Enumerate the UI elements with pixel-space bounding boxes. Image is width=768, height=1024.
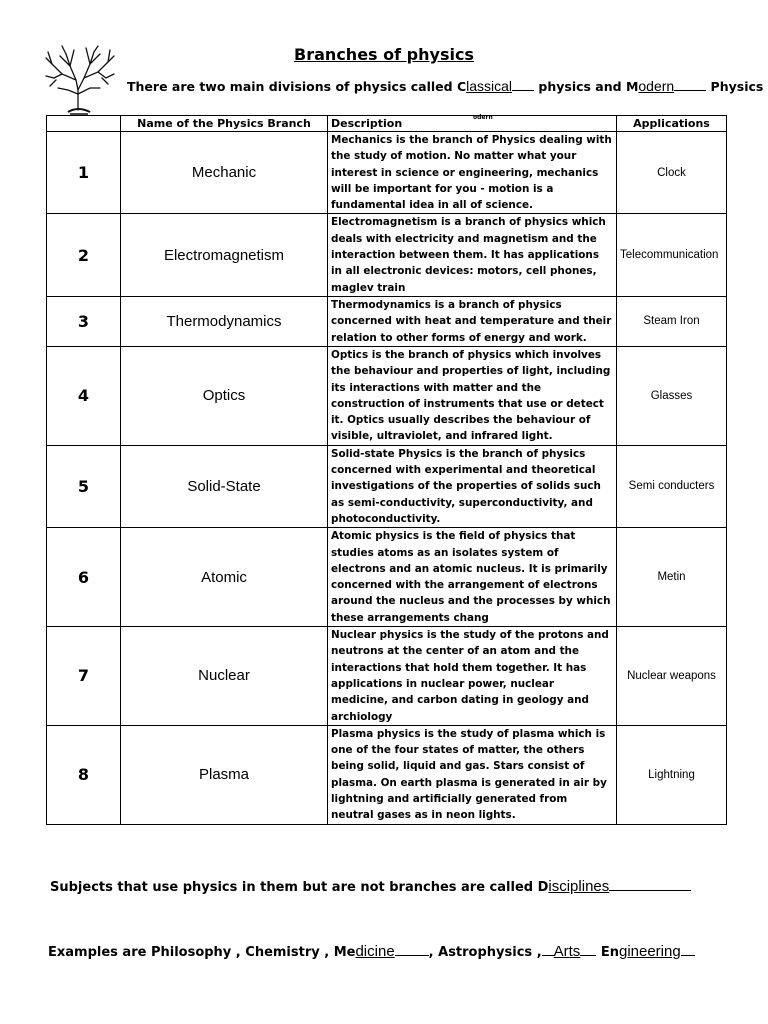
branch-description: Plasma physics is the study of plasma which is one of the four states of matter, the others being solid, liquid and gas. Stars consist of plasma. On earth plasma is generated in air by lightning and artificially generated from neutral gases as in neon lights. (328, 725, 617, 824)
examples-text-2: , Astrophysics , (428, 945, 542, 960)
examples-sentence (48, 943, 695, 960)
row-number: 4 (47, 346, 121, 445)
row-number: 1 (47, 132, 121, 214)
blank-line (395, 954, 429, 956)
answer-disciplines: isciplines (548, 878, 610, 895)
branch-application: Metin (617, 528, 727, 627)
small-note: odern (473, 114, 493, 121)
blank-line (681, 954, 695, 956)
branch-description: Mechanics is the branch of Physics dealing with the study of motion. No matter what your interest in science or engineering, mechanics will be important for you - motion is a fundamental idea in all of science. (328, 132, 617, 214)
branch-application: Lightning (617, 725, 727, 824)
branch-name: Electromagnetism (121, 214, 328, 296)
intro-text-mid: physics and M (534, 79, 639, 94)
branch-name: Optics (121, 346, 328, 445)
branch-name: Thermodynamics (121, 296, 328, 346)
row-number: 2 (47, 214, 121, 296)
table-row (47, 346, 727, 445)
blank-line (512, 89, 534, 91)
branch-name: Atomic (121, 528, 328, 627)
examples-text-1: Examples are Philosophy , Chemistry , Me (48, 945, 356, 960)
branch-name: Nuclear (121, 627, 328, 726)
blank-line (674, 89, 706, 91)
examples-text-3: En (596, 945, 619, 960)
branch-application: Telecommunication (617, 214, 727, 296)
branch-application: Clock (617, 132, 727, 214)
table-row (47, 725, 727, 824)
branch-name: Solid-State (121, 445, 328, 527)
header-branch-name: Name of the Physics Branch (121, 116, 328, 132)
branch-description: Solid-state Physics is the branch of physics concerned with experimental and theoretical investigations of the properties of solids such as semi-conductivity, superconductivity, and photoconductivity. (328, 445, 617, 527)
table-header-row (47, 116, 727, 132)
header-number (47, 116, 121, 132)
intro-sentence (127, 78, 763, 94)
disciplines-sentence (50, 878, 691, 895)
table-row (47, 445, 727, 527)
row-number: 5 (47, 445, 121, 527)
answer-engineering: gineering (618, 943, 681, 960)
row-number: 3 (47, 296, 121, 346)
blank-line (609, 889, 691, 891)
answer-arts: Arts (553, 943, 581, 960)
branches-table (46, 115, 727, 825)
answer-classical: lassical (466, 78, 513, 94)
branch-description: Optics is the branch of physics which involves the behaviour and properties of light, including its interactions with matter and the construction of instruments that use or detect it. Optics usually describes the behaviour of visible, ultraviolet, and infrared light. (328, 346, 617, 445)
blank-line (580, 954, 596, 956)
intro-text-start: There are two main divisions of physics called C (127, 79, 467, 94)
header-description: Description (328, 116, 617, 132)
row-number: 6 (47, 528, 121, 627)
intro-text-end: Physics (706, 79, 764, 94)
page-title: Branches of physics (294, 45, 474, 64)
table-row (47, 627, 727, 726)
branch-description: Electromagnetism is a branch of physics which deals with electricity and magnetism and the interaction between them. It has applications in all electronic devices: motors, cell phones, maglev train (328, 214, 617, 296)
branch-application: Glasses (617, 346, 727, 445)
header-applications: Applications (617, 116, 727, 132)
branch-name: Mechanic (121, 132, 328, 214)
table-row (47, 296, 727, 346)
branch-application: Semi conducters (617, 445, 727, 527)
blank-line (542, 954, 554, 956)
branch-name: Plasma (121, 725, 328, 824)
disciplines-text: Subjects that use physics in them but are not branches are called D (50, 880, 549, 895)
branch-application: Nuclear weapons (617, 627, 727, 726)
table-row (47, 132, 727, 214)
branch-application: Steam Iron (617, 296, 727, 346)
answer-modern: odern (638, 78, 675, 94)
row-number: 7 (47, 627, 121, 726)
answer-medicine: dicine (355, 943, 395, 960)
table-row (47, 214, 727, 296)
branch-description: Atomic physics is the field of physics that studies atoms as an isolates system of electrons and an atomic nucleus. It is primarily concerned with the arrangement of electrons around the nucleus and the processes by which these arrangements chang (328, 528, 617, 627)
table-row (47, 528, 727, 627)
branch-description: Thermodynamics is a branch of physics concerned with heat and temperature and their relation to other forms of energy and work. (328, 296, 617, 346)
branch-description: Nuclear physics is the study of the protons and neutrons at the center of an atom and the interactions that hold them together. It has applications in nuclear power, nuclear medicine, and carbon dating in geology and archiology (328, 627, 617, 726)
row-number: 8 (47, 725, 121, 824)
